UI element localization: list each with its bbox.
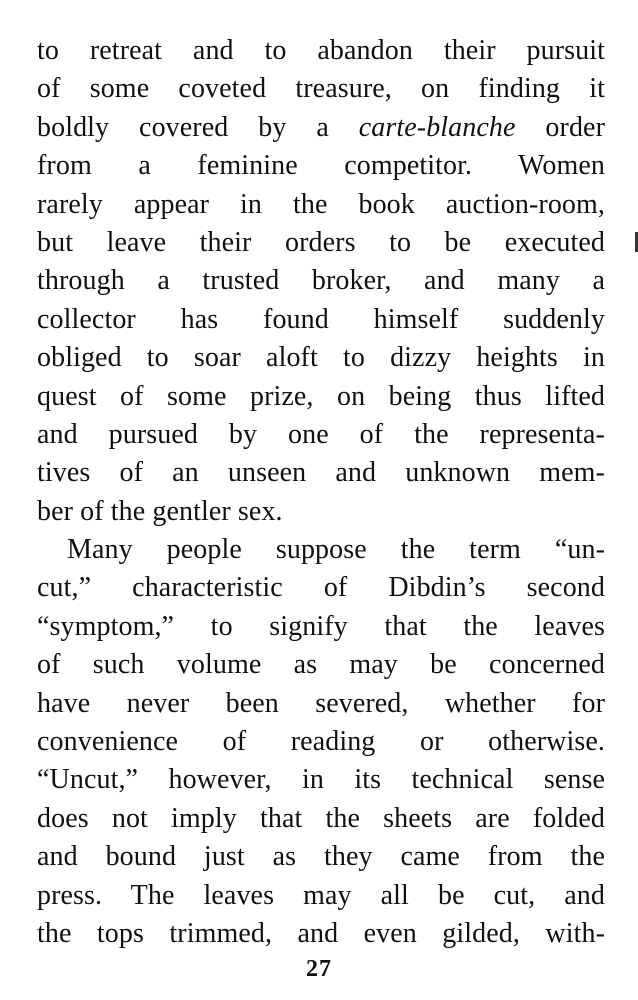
text-line: collector has found himself suddenly xyxy=(37,303,605,335)
body-text xyxy=(37,32,605,953)
text-line: to retreat and to abandon their pursuit xyxy=(37,35,605,66)
text-line: and bound just as they came from the xyxy=(37,841,605,873)
text-line: from a feminine competitor. Women xyxy=(37,150,605,182)
text-line: convenience of reading or otherwise. xyxy=(37,726,605,758)
text-line: Many people suppose the term “un- xyxy=(67,534,605,566)
text-line: ber of the gentler sex. xyxy=(37,495,283,527)
text-line xyxy=(37,109,605,147)
text-line: have never been severed, whether for xyxy=(37,687,605,719)
text-line: through a trusted broker, and many a xyxy=(37,265,605,297)
text-line: the tops trimmed, and even gilded, with- xyxy=(37,917,605,949)
text-line: press. The leaves may all be cut, and xyxy=(37,879,605,911)
text-line: cut,” characteristic of Dibdin’s second xyxy=(37,572,605,604)
text-line: of some coveted treasure, on finding it xyxy=(37,73,605,105)
italic-term: carte-blanche xyxy=(358,111,516,143)
text-line: obliged to soar aloft to dizzy heights in xyxy=(37,342,605,374)
text-line: does not imply that the sheets are folded xyxy=(37,802,605,834)
text-line: “Uncut,” however, in its technical sense xyxy=(37,764,605,796)
text-line: “symptom,” to signify that the leaves xyxy=(37,610,605,642)
text-segment: order xyxy=(515,111,605,143)
text-segment: boldly covered by a xyxy=(37,111,359,143)
text-line: quest of some prize, on being thus lifted xyxy=(37,380,605,412)
text-line: rarely appear in the book auction-room, xyxy=(37,188,605,220)
text-line: of such volume as may be concerned xyxy=(37,649,605,681)
text-line: and pursued by one of the representa- xyxy=(37,418,605,450)
text-line: but leave their orders to be executed xyxy=(37,226,605,258)
text-line: tives of an unseen and unknown mem- xyxy=(37,457,605,489)
page-number: 27 xyxy=(306,956,332,982)
